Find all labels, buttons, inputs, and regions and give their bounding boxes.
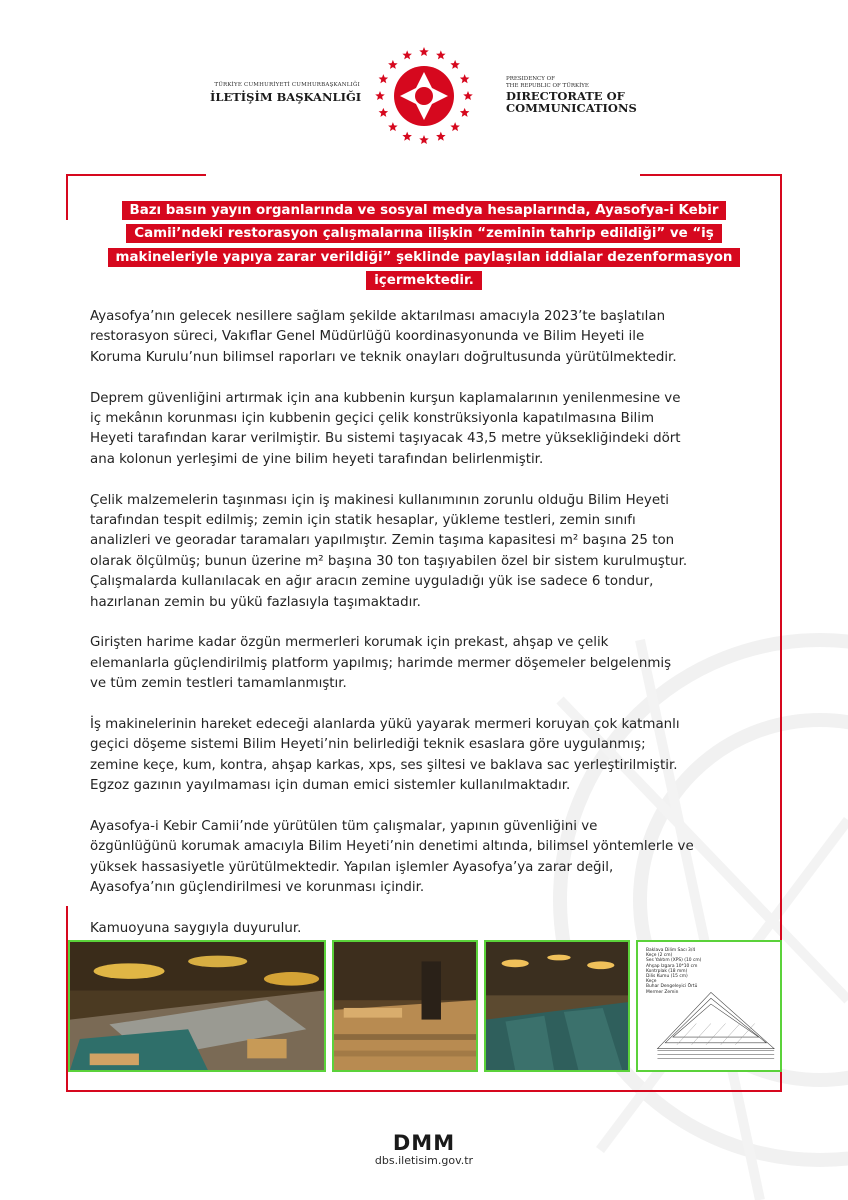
paragraph-7: [90, 919, 790, 939]
header-left: [210, 82, 360, 104]
text-line: geçici döşeme sistemi Bilim Heyeti’nin belirlediği teknik esaslara göre uygulanmış;: [90, 737, 646, 753]
paragraph-1: [90, 307, 790, 368]
text-line: Kamuoyuna saygıyla duyurulur.: [90, 921, 302, 937]
emblem-star-icon: [388, 60, 398, 69]
emblem-star-icon: [419, 135, 429, 144]
headline-line-3: makineleriyle yapıya zarar verildiği” şeklinde paylaşılan iddialar dezenformasyon: [108, 248, 741, 267]
photo-covered-floor-image: [486, 942, 628, 1070]
dmm-logo: [374, 1132, 474, 1154]
text-line: Koruma Kurulu’nun bilimsel raporları ve teknik onayları doğrultusunda yürütülmektedir.: [90, 349, 677, 365]
emblem-star-icon: [379, 74, 389, 83]
headline-line-1: Bazı basın yayın organlarında ve sosyal medya hesaplarında, Ayasofya-i Kebir: [122, 201, 727, 220]
text-line: zemine keçe, kum, kontra, ahşap karkas, xps, ses şiltesi ve baklava sac yerleştirilmiştir.: [90, 757, 678, 773]
text-line: olarak ölçülmüş; bunun üzerine m² başına 30 ton taşıyabilen özel bir sistem kurulmuştur.: [90, 553, 688, 569]
frame-left-upper: [66, 174, 68, 220]
emblem-star-icon: [460, 74, 470, 83]
paragraph-2: [90, 389, 790, 471]
headline: [98, 199, 750, 293]
paragraph-5: [90, 715, 790, 797]
header-left-title: İLETİŞİM BAŞKANLIĞI: [210, 90, 362, 104]
text-line: İş makinelerinin hareket edeceği alanlarda yükü yayarak mermeri koruyan çok katmanlı: [90, 717, 680, 733]
emblem-star-icon: [402, 132, 412, 141]
text-line: Çelik malzemelerin taşınması için iş makinesi kullanımının zorunlu olduğu Bilim Heyeti: [90, 492, 670, 508]
paragraph-4: [90, 633, 790, 694]
text-line: Ayasofya-i Kebir Camii’nde yürütülen tüm çalışmalar, yapının güvenliğini ve: [90, 819, 598, 835]
text-line: yüksek hassasiyetle yürütülmektedir. Yapılan işlemler Ayasofya’ya zarar değil,: [90, 859, 614, 875]
diagram-label: Dilis Kumu (15 cm): [646, 974, 688, 980]
emblem-star-icon: [463, 91, 473, 100]
text-line: Heyeti tarafından karar verilmiştir. Bu sistemi taşıyacak 43,5 metre yüksekliğindeki dört: [90, 431, 681, 447]
emblem-star-icon: [460, 108, 470, 117]
header-right-title-1: DIRECTORATE OF: [506, 89, 625, 103]
diagram-label: Mermer Zemin: [646, 989, 679, 995]
dmm-logo-text: DMM: [392, 1132, 456, 1154]
diagram-label: Ahşap Izgara 10*10 cm: [646, 963, 698, 969]
emblem-star-icon: [419, 47, 429, 56]
header-right: [506, 76, 666, 114]
header-right-small-1: PRESIDENCY OF: [506, 76, 555, 82]
layer-diagram-labels: [646, 948, 766, 995]
emblem-star-icon: [379, 108, 389, 117]
text-line: analizleri ve georadar taramaları yapılmıştır. Zemin taşıma kapasitesi m² başına 25 ton: [90, 533, 675, 549]
photo-interior-platform[interactable]: [68, 940, 326, 1072]
diagram-label: Keçe: [646, 979, 657, 985]
diagram-label: Ses Yalıtım (XPS) (10 cm): [646, 958, 702, 964]
frame-bottom: [66, 1090, 782, 1092]
text-line: özgünlüğünü korumak amacıyla Bilim Heyeti’nin denetimi altında, bilimsel yöntemlerle ve: [90, 839, 694, 855]
text-line: elemanlarla güçlendirilmiş platform yapılmış; harimde mermer döşemeler belgelenmiş: [90, 655, 672, 671]
statement-body: [90, 307, 790, 960]
footer-url[interactable]: dbs.iletisim.gov.tr: [374, 1154, 474, 1167]
header-right-small-2: THE REPUBLIC OF TÜRKİYE: [506, 83, 589, 89]
photo-floor-layers[interactable]: [332, 940, 478, 1072]
presidential-emblem-icon: [372, 44, 476, 148]
text-line: Ayasofya’nın güçlendirilmesi ve korunması içindir.: [90, 880, 425, 896]
text-line: restorasyon süreci, Vakıflar Genel Müdürlüğü koordinasyonunda ve Bilim Heyeti ile: [90, 329, 645, 345]
text-line: ana kolonun yerleşimi de yine bilim heyeti tarafından belirlenmiştir.: [90, 451, 544, 467]
text-line: Girişten harime kadar özgün mermerleri korumak için prekast, ahşap ve çelik: [90, 635, 609, 651]
paragraph-3: [90, 491, 790, 613]
text-line: ve tüm zemin testleri tamamlanmıştır.: [90, 676, 347, 692]
text-line: Egzoz gazının yayılmaması için duman emici sistemler kullanılmaktadır.: [90, 778, 571, 794]
diagram-label: Baklava Dilim Sacı 3/4: [646, 948, 696, 953]
emblem-star-icon: [375, 91, 385, 100]
frame-top-right: [640, 174, 782, 176]
text-line: Çalışmalarda kullanılacak en ağır aracın zemine uyguladığı yük ise sadece 6 tondur,: [90, 574, 654, 590]
text-line: tarafından tespit edilmiş; zemin için statik hesaplar, yükleme testleri, zemin sınıfı: [90, 513, 636, 529]
emblem-star-icon: [450, 60, 460, 69]
photo-interior-platform-image: [70, 942, 324, 1070]
text-line: Deprem güvenliğini artırmak için ana kubbenin kurşun kaplamalarının yenilenmesine ve: [90, 390, 681, 406]
text-line: Ayasofya’nın gelecek nesillere sağlam şekilde aktarılması amacıyla 2023’te başlatılan: [90, 309, 666, 324]
diagram-label: Buhar Dengeleyici Örtü: [646, 984, 698, 990]
header-left-small: TÜRKİYE CUMHURİYETİ CUMHURBAŞKANLIĞI: [214, 82, 360, 88]
header-right-title-2: COMMUNICATIONS: [506, 101, 637, 115]
diagram-label: Kontrplak (18 mm): [646, 968, 688, 974]
emblem-star-icon: [436, 132, 446, 141]
frame-top-left: [66, 174, 206, 176]
photo-floor-layers-image: [334, 942, 476, 1070]
text-line: iç mekânın korunması için kubbenin geçici çelik konstrüksiyonla kapatılmasına Bilim: [90, 411, 655, 427]
photo-covered-floor[interactable]: [484, 940, 630, 1072]
diagram-label: Keçe (2 cm): [646, 953, 673, 959]
emblem-star-icon: [388, 122, 398, 131]
emblem-star-icon: [436, 50, 446, 59]
emblem-star-icon: [450, 122, 460, 131]
photo-layer-diagram[interactable]: [636, 940, 782, 1072]
text-line: hazırlanan zemin bu yükü fazlasıyla taşımaktadır.: [90, 594, 421, 610]
paragraph-6: [90, 817, 790, 899]
emblem-star-icon: [402, 50, 412, 59]
headline-line-4: içermektedir.: [366, 271, 482, 290]
headline-line-2: Camii’ndeki restorasyon çalışmalarına ilişkin “zeminin tahrip edildiği” ve “iş: [126, 224, 721, 243]
